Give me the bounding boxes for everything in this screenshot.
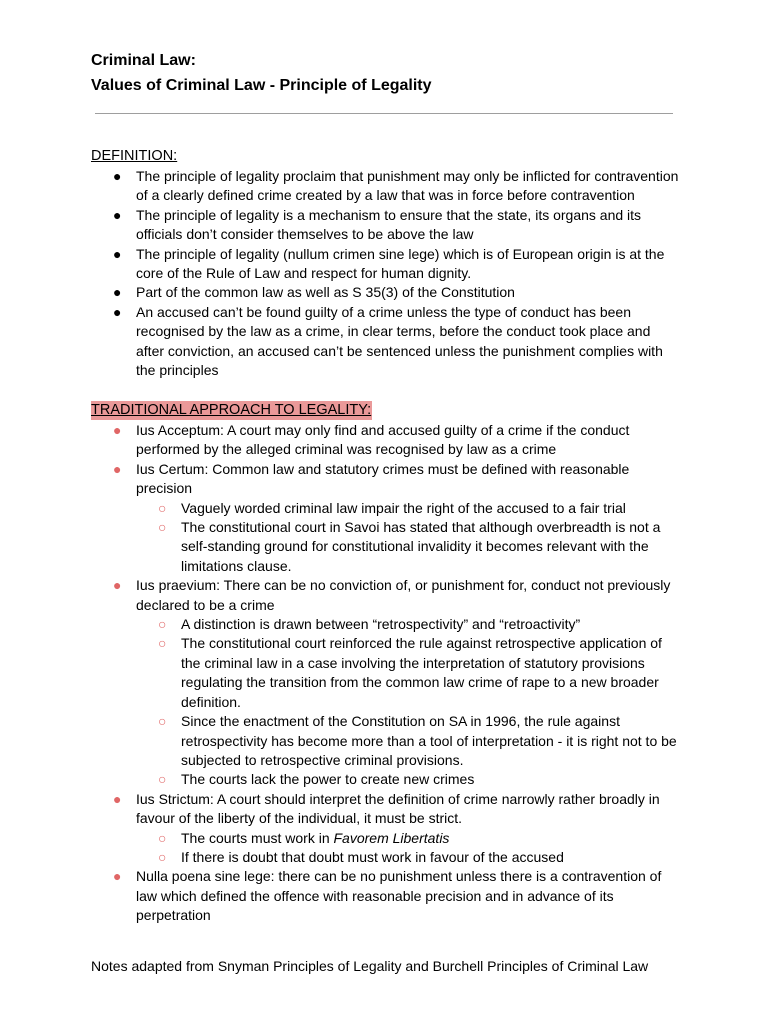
- list-item: [0, 206, 681, 245]
- bullet-disc-icon: ●: [113, 168, 122, 184]
- traditional-approach-list: [0, 421, 768, 926]
- list-item-text: The principle of legality (nullum crimen sine lege) which is of European origin is at the core of the Rule of Law and respect for human dignity.: [136, 245, 665, 282]
- bullet-circle-icon: ○: [158, 519, 167, 536]
- list-item: [0, 421, 681, 460]
- bullet-disc-icon: ●: [113, 422, 122, 438]
- horizontal-divider: [95, 113, 673, 114]
- list-item: [0, 790, 681, 829]
- sub-list-item-text: [181, 830, 449, 846]
- list-item-text: The principle of legality is a mechanism to ensure that the state, its organs and its officials don’t consider themselves to be above the law: [136, 206, 642, 243]
- sub-list-item: [0, 770, 681, 789]
- sub-list-item-text: The constitutional court reinforced the rule against retrospective application of the criminal law in a case involving the interpretation of statutory provisions regulating the transition from the common law crime of rape to a new broader definition.: [181, 635, 662, 710]
- list-item-text: An accused can’t be found guilty of a crime unless the type of conduct has been recognised by the law as a crime, in clear terms, before the conduct took place and after conviction, an accused can’t be sentenced unless the punishment complies with the principles: [136, 303, 663, 379]
- list-item-text: Ius Certum: Common law and statutory crimes must be defined with reasonable precision: [136, 460, 630, 497]
- definition-list: [0, 167, 768, 380]
- sub-list-item-text: Vaguely worded criminal law impair the right of the accused to a fair trial: [181, 499, 626, 516]
- list-item-text: Ius Acceptum: A court may only find and accused guilty of a crime if the conduct performed by the alleged criminal was recognised by law as a crime: [136, 422, 630, 458]
- bullet-disc-icon: ●: [113, 303, 122, 320]
- list-item: [0, 576, 681, 615]
- sub-list-item-text: If there is doubt that doubt must work in favour of the accused: [181, 848, 564, 865]
- bullet-disc-icon: ●: [113, 206, 122, 223]
- sub-list-item: [0, 518, 681, 576]
- sub-list-item-text: The constitutional court in Savoi has stated that although overbreadth is not a self-standing ground for constitutional invalidity it becomes relevant with the limitations clause.: [181, 519, 661, 574]
- definition-heading: DEFINITION:: [91, 148, 178, 164]
- list-item: [0, 303, 681, 381]
- bullet-circle-icon: ○: [158, 848, 167, 865]
- bullet-disc-icon: ●: [113, 790, 122, 807]
- sub-list-item: [0, 712, 681, 770]
- sub-list-item: [0, 829, 681, 848]
- bullet-disc-icon: ●: [113, 284, 122, 301]
- bullet-circle-icon: ○: [158, 616, 167, 633]
- bullet-circle-icon: ○: [158, 499, 167, 516]
- bullet-circle-icon: ○: [158, 635, 167, 652]
- footer-note: Notes adapted from Snyman Principles of Legality and Burchell Principles of Criminal Law: [91, 958, 649, 974]
- sub-list-item-text: Since the enactment of the Constitution on SA in 1996, the rule against retrospectivity has become more than a tool of interpretation - it is right not to be subjected to retrospective criminal provisions.: [181, 713, 677, 768]
- traditional-approach-heading: TRADITIONAL APPROACH TO LEGALITY:: [91, 402, 372, 418]
- sub-list-item-italic: Favorem Libertatis: [333, 829, 450, 846]
- list-item-text: Ius praevium: There can be no conviction of, or punishment for, conduct not previously declared to be a crime: [136, 577, 671, 613]
- list-item: [0, 245, 681, 284]
- bullet-circle-icon: ○: [158, 713, 167, 730]
- sub-list-item: [0, 848, 681, 867]
- sub-list-item: [0, 615, 681, 634]
- list-item: [0, 167, 681, 206]
- bullet-disc-icon: ●: [113, 245, 122, 262]
- sub-list-item: [0, 499, 681, 518]
- list-item-text: The principle of legality proclaim that punishment may only be inflicted for contravention of a clearly defined crime created by a law that was in force before contravention: [136, 168, 679, 204]
- title-line-1: Criminal Law:: [91, 52, 196, 69]
- list-item-text: Part of the common law as well as S 35(3) of the Constitution: [136, 284, 515, 301]
- title-line-2: Values of Criminal Law - Principle of Legality: [91, 77, 432, 94]
- list-item: [0, 283, 681, 302]
- bullet-circle-icon: ○: [158, 829, 167, 846]
- sub-list-item-text: A distinction is drawn between “retrospectivity” and “retroactivity”: [181, 616, 581, 633]
- sub-list-item-prefix: The courts must work in: [181, 829, 334, 846]
- bullet-circle-icon: ○: [158, 771, 167, 788]
- bullet-disc-icon: ●: [113, 868, 122, 885]
- document-title: [91, 48, 432, 98]
- sub-list-item: [0, 634, 681, 712]
- list-item: [0, 867, 681, 925]
- list-item-text: Nulla poena sine lege: there can be no punishment unless there is a contravention of law which defined the offence with reasonable precision and in advance of its perpetration: [136, 868, 662, 924]
- list-item-text: Ius Strictum: A court should interpret the definition of crime narrowly rather broadly in favour of the liberty of the individual, it must be strict.: [136, 790, 660, 827]
- bullet-disc-icon: ●: [113, 460, 122, 477]
- bullet-disc-icon: ●: [113, 577, 122, 594]
- sub-list-item-text: The courts lack the power to create new crimes: [181, 771, 475, 788]
- list-item: [0, 460, 681, 499]
